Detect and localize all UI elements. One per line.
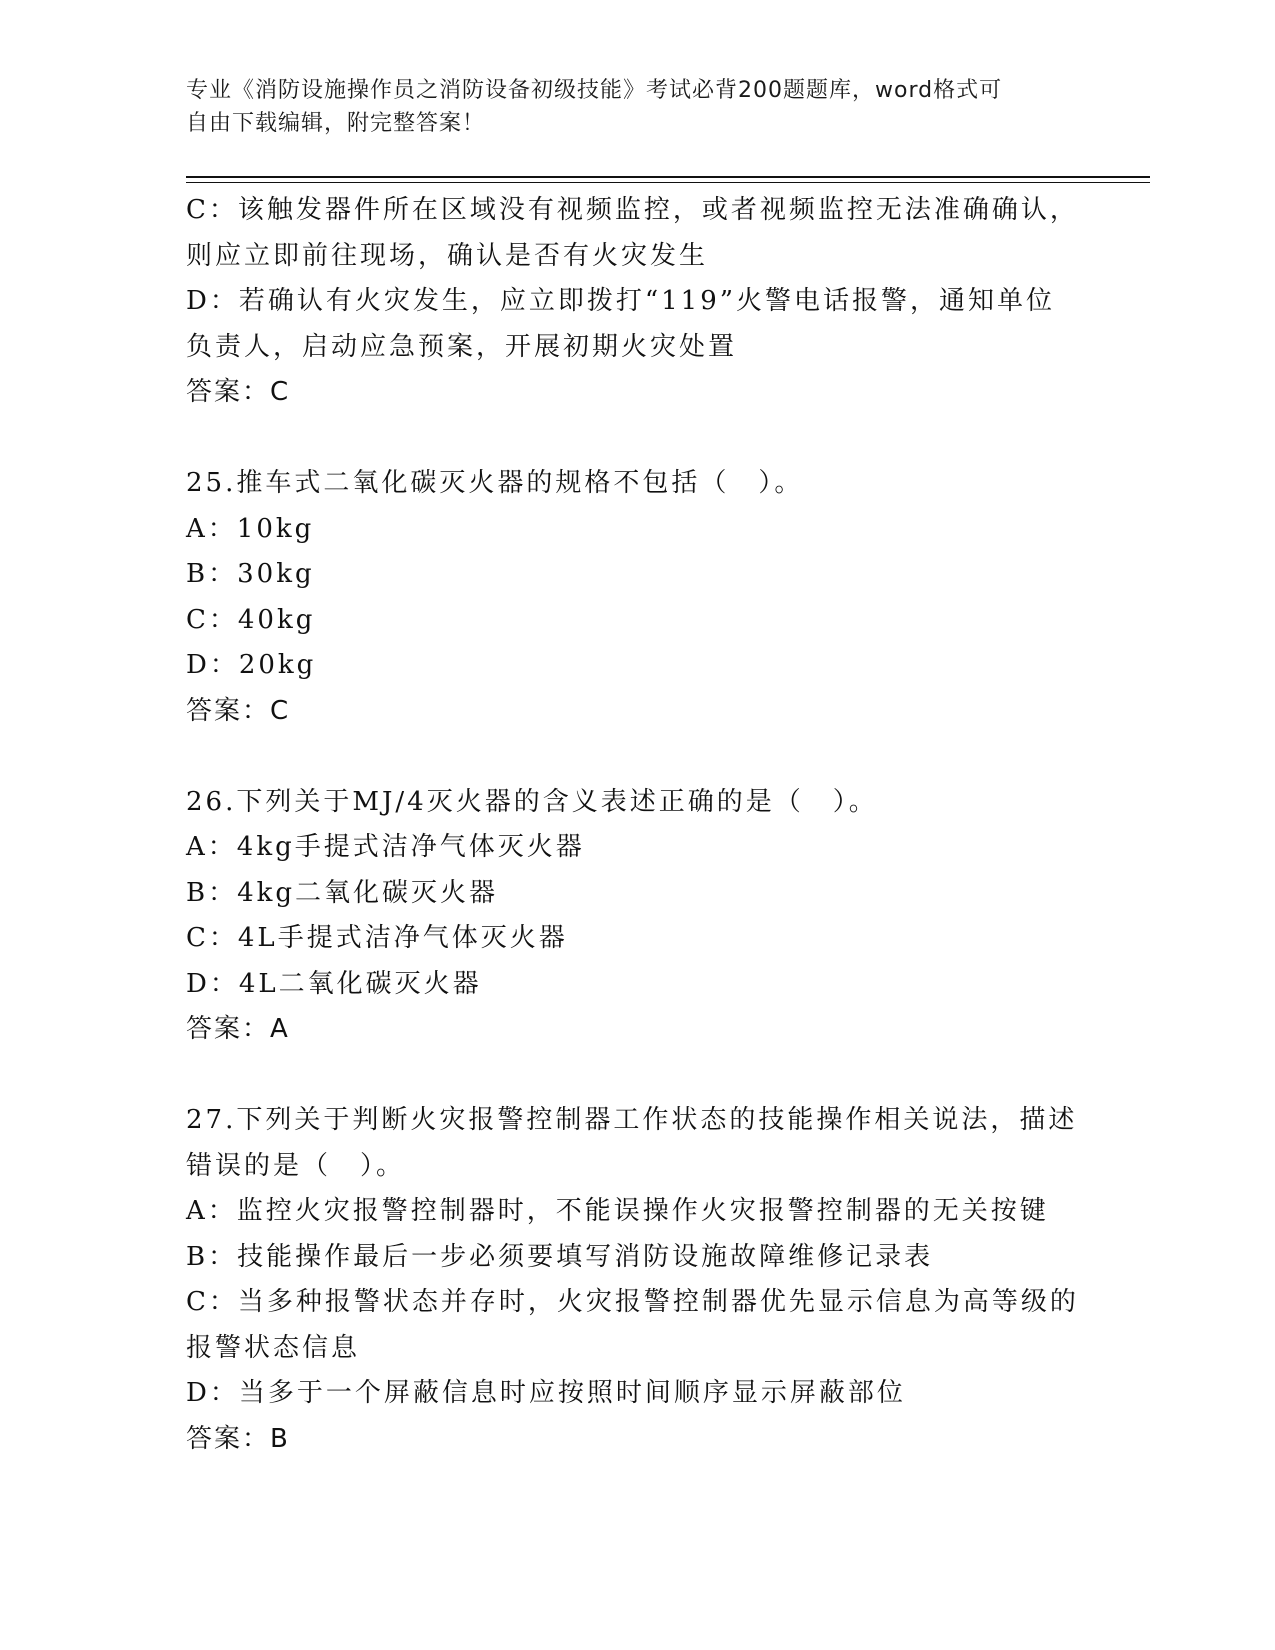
question-stem-line-1: 27.下列关于判断火灾报警控制器工作状态的技能操作相关说法，描述 (186, 1105, 1078, 1135)
question-stem-line-2: 错误的是（ ）。 (186, 1150, 406, 1181)
question-stem: 26.下列关于MJ/4灭火器的含义表述正确的是（ ）。 (186, 786, 878, 817)
header-line-2: 自由下载编辑，附完整答案！ (186, 111, 486, 136)
spacer (186, 416, 1086, 462)
option-c: C：4L手提式洁净气体灭火器 (186, 923, 568, 953)
option-d: D：4L二氧化碳灭火器 (186, 968, 482, 999)
option-c-line-1: C：当多种报警状态并存时，火灾报警控制器优先显示信息为高等级的 (186, 1287, 1079, 1317)
question-stem: 25.推车式二氧化碳灭火器的规格不包括（ ）。 (186, 468, 804, 498)
option-b: B：4kg二氧化碳灭火器 (186, 877, 499, 908)
option-c-line-1: C：该触发器件所在区域没有视频监控，或者视频监控无法准确确认， (186, 195, 1079, 225)
header-line-1: 专业《消防设施操作员之消防设备初级技能》考试必背200题题库，word格式可 (186, 78, 1003, 103)
spacer (186, 734, 1086, 780)
option-b: B：技能操作最后一步必须要填写消防设施故障维修记录表 (186, 1241, 934, 1272)
option-d-line-2: 负责人，启动应急预案，开展初期火灾处置 (186, 331, 738, 362)
option-a: A：10kg (186, 513, 315, 544)
question-27 (186, 1098, 1086, 1462)
question-24-continued (186, 188, 1086, 416)
question-content (186, 188, 1086, 1462)
question-26 (186, 780, 1086, 1053)
option-a: A：4kg手提式洁净气体灭火器 (186, 832, 585, 862)
header-divider-thick (186, 176, 1150, 178)
option-c: C：40kg (186, 604, 316, 635)
answer-26: 答案：A (186, 1014, 290, 1044)
option-c-line-2: 则应立即前往现场，确认是否有火灾发生 (186, 240, 709, 271)
option-d: D：当多于一个屏蔽信息时应按照时间顺序显示屏蔽部位 (186, 1378, 906, 1408)
option-d-line-1: D：若确认有火灾发生，应立即拨打“119”火警电话报警，通知单位 (186, 286, 1056, 316)
option-c-line-2: 报警状态信息 (186, 1332, 361, 1363)
option-b: B：30kg (186, 559, 315, 589)
option-a: A：监控火灾报警控制器时，不能误操作火灾报警控制器的无关按键 (186, 1196, 1049, 1226)
question-25 (186, 461, 1086, 734)
header-divider-thin (186, 182, 1150, 183)
document-header (186, 74, 1086, 140)
option-d: D：20kg (186, 650, 317, 680)
answer-27: 答案：B (186, 1423, 290, 1454)
answer-25: 答案：C (186, 695, 291, 726)
spacer (186, 1053, 1086, 1099)
answer-24: 答案：C (186, 377, 291, 407)
